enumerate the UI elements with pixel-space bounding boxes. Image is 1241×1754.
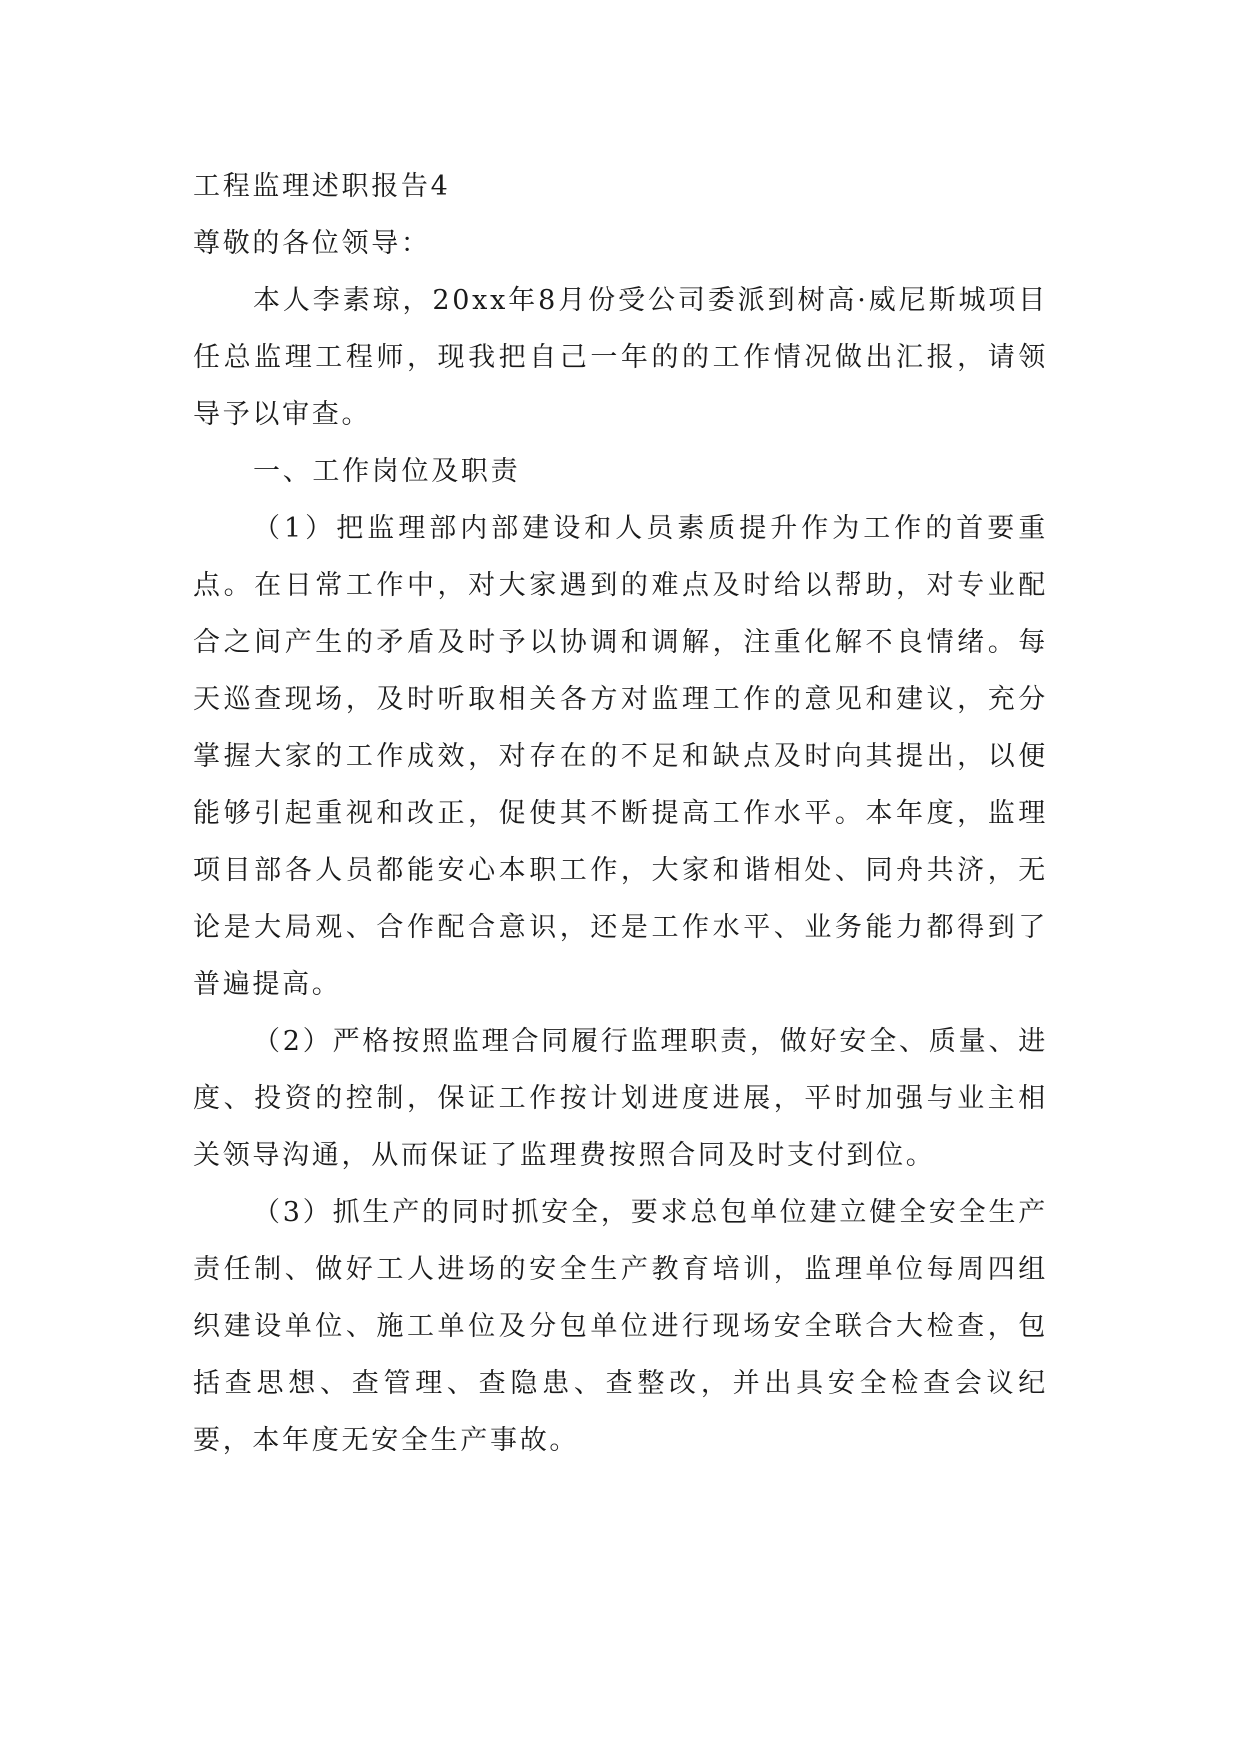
section-heading-duties: 一、工作岗位及职责 (253, 456, 521, 487)
paragraph-item-1: （1）把监理部内部建设和人员素质提升作为工作的首要重点。在日常工作中，对大家遇到的难点及时给以帮助，对专业配合之间产生的矛盾及时予以协调和调解，注重化解不良情绪。每天巡查现场，及时听取相关各方对监理工作的意见和建议，充分掌握大家的工作成效，对存在的不足和缺点及时向其提出，以便能够引起重视和改正，促使其不断提高工作水平。本年度，监理项目部各人员都能安心本职工作，大家和谐相处、同舟共济，无论是大局观、合作配合意识，还是工作水平、业务能力都得到了普遍提高。 (193, 513, 1048, 1000)
document-body (193, 158, 1048, 1469)
paragraph-item-3: （3）抓生产的同时抓安全，要求总包单位建立健全安全生产责任制、做好工人进场的安全生产教育培训，监理单位每周四组织建设单位、施工单位及分包单位进行现场安全联合大检查，包括查思想、查管理、查隐患、查整改，并出具安全检查会议纪要，本年度无安全生产事故。 (193, 1197, 1048, 1456)
paragraph-intro: 本人李素琼，20xx年8月份受公司委派到树高·威尼斯城项目任总监理工程师，现我把自己一年的的工作情况做出汇报，请领导予以审查。 (193, 285, 1048, 430)
paragraph-item-2: （2）严格按照监理合同履行监理职责，做好安全、质量、进度、投资的控制，保证工作按计划进度进展，平时加强与业主相关领导沟通，从而保证了监理费按照合同及时支付到位。 (193, 1026, 1048, 1171)
document-title: 工程监理述职报告4 (193, 171, 451, 202)
salutation: 尊敬的各位领导： (193, 228, 431, 259)
